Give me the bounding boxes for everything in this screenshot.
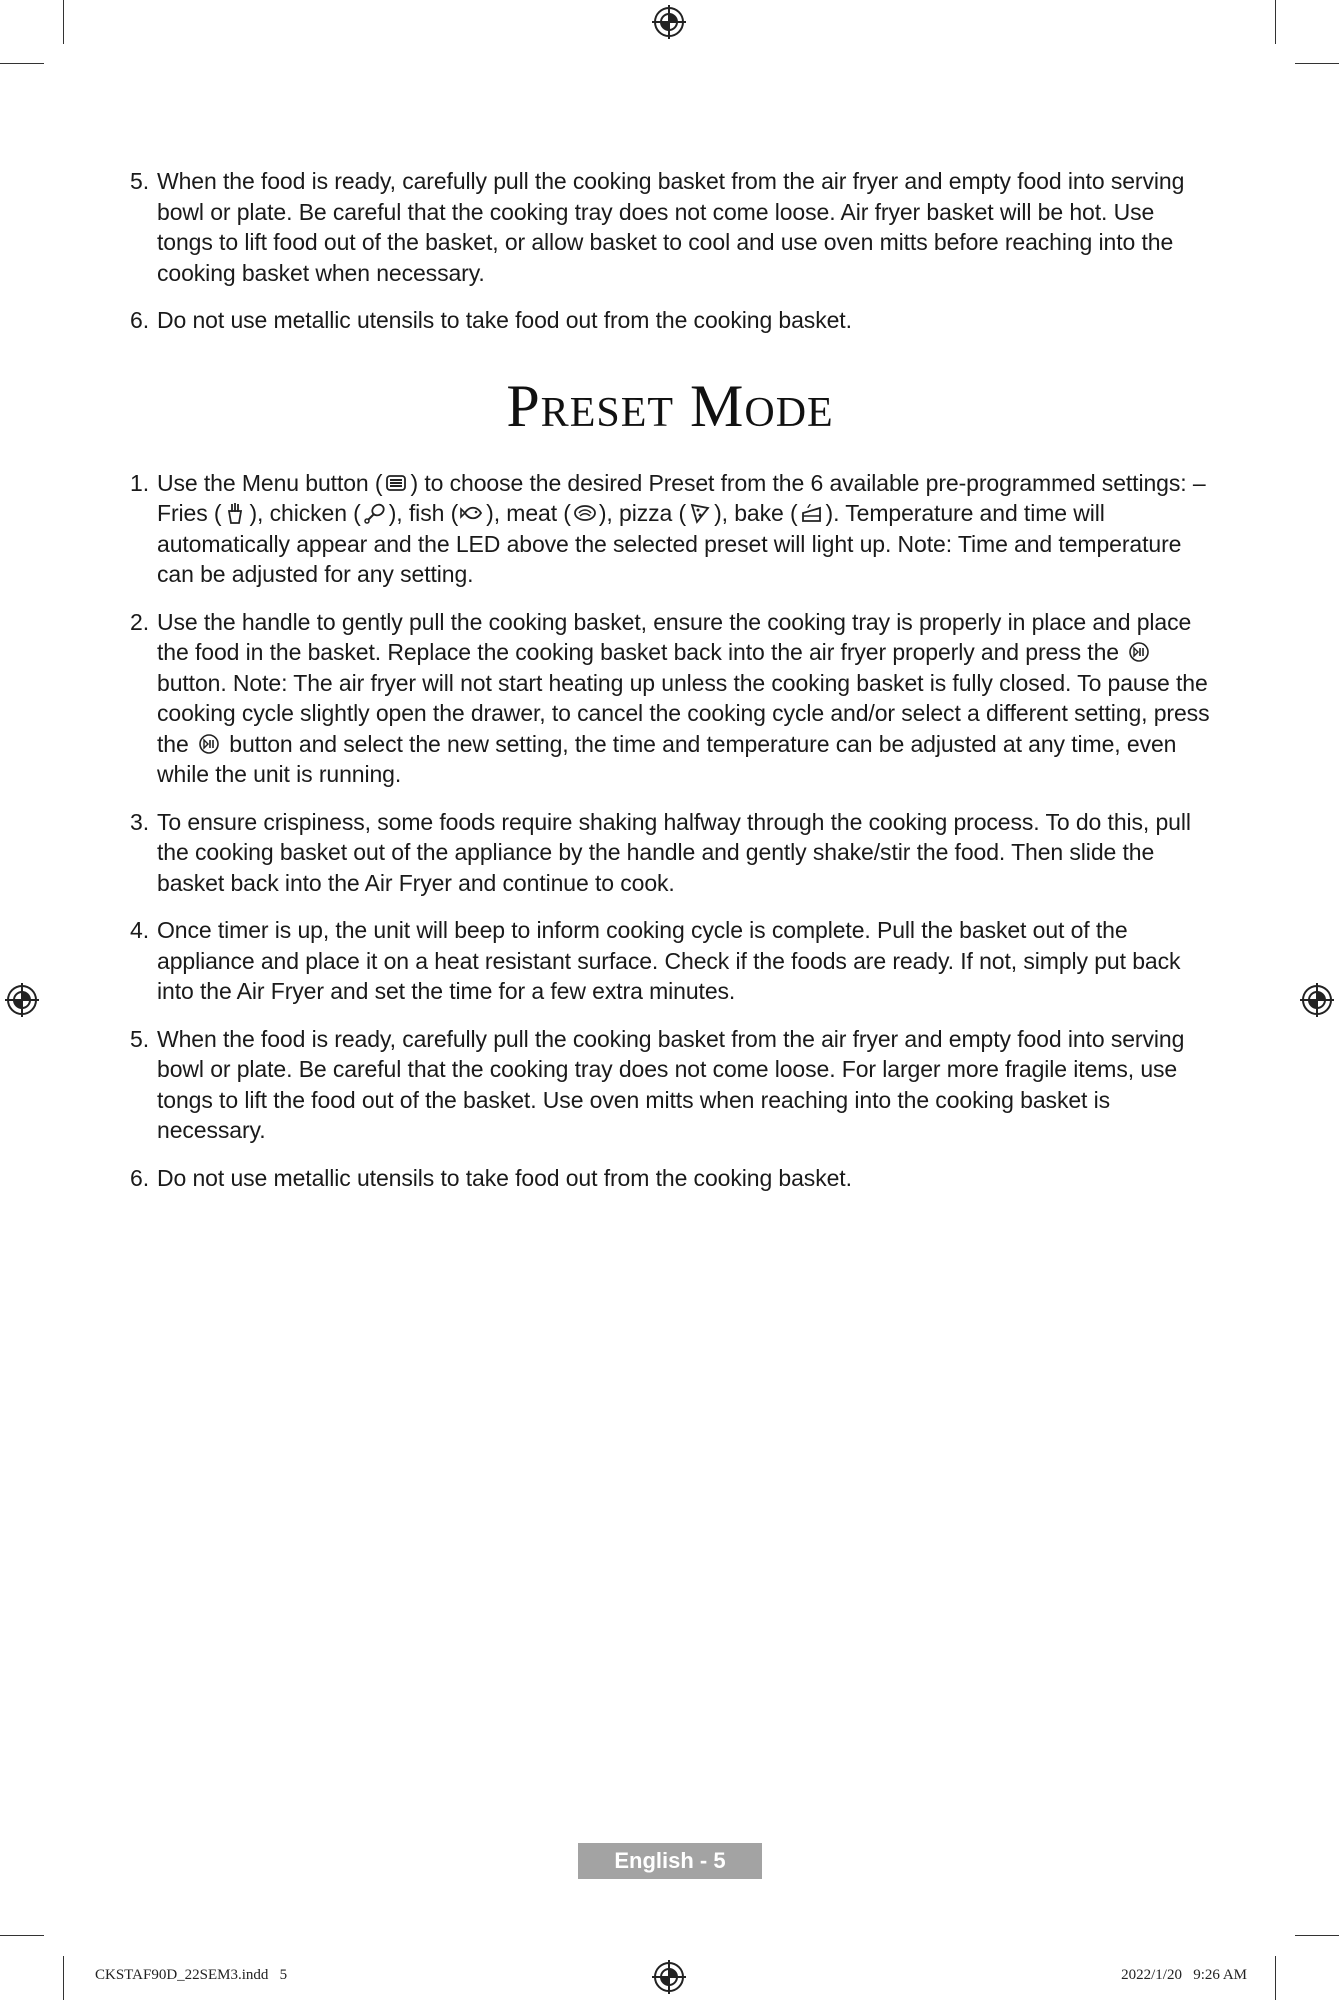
bake-icon <box>800 502 824 524</box>
crop-mark <box>63 1956 64 2000</box>
item-number: 5. <box>130 168 149 194</box>
start-stop-icon <box>1127 641 1151 663</box>
registration-mark-icon <box>652 1960 686 1994</box>
list-item <box>130 1024 1210 1146</box>
item-text: Do not use metallic utensils to take food out from the cooking basket. <box>157 1164 852 1191</box>
list-item <box>130 915 1210 1007</box>
preset-mode-list <box>130 468 1210 1194</box>
list-item <box>130 166 1210 288</box>
page-number-tab: English - 5 <box>578 1843 762 1879</box>
instruction-list-top <box>130 166 1210 336</box>
item-text: ), pizza ( <box>598 500 687 526</box>
item-number: 3. <box>130 808 149 835</box>
crop-mark <box>1275 1956 1276 2000</box>
start-stop-icon <box>197 733 221 755</box>
fries-icon <box>223 502 247 524</box>
item-text: ) to choose the desired Preset from the 6 available pre-programmed settings: – Fries ( <box>157 469 1206 526</box>
page-content <box>130 166 1210 1210</box>
item-number: 1. <box>130 469 149 496</box>
crop-mark <box>63 0 64 44</box>
item-text: Do not use metallic utensils to take food out from the cooking basket. <box>157 307 852 333</box>
crop-mark <box>1295 63 1339 64</box>
item-text: ). Temperature and time will automatically appear and the LED above the selected preset will light up. Note: Time and temperature can be adjusted for any setting. <box>157 500 1182 587</box>
section-heading: Preset Mode <box>506 372 834 439</box>
crop-mark <box>0 63 44 64</box>
item-text: To ensure crispiness, some foods require shaking halfway through the cooking process. To do this, pull the cooking basket out of the appliance by the handle and gently shake/stir the food. Then slide the basket back into the Air Fryer and continue to cook. <box>157 808 1191 896</box>
meat-icon <box>573 502 597 524</box>
item-text: button. Note: The air fryer will not start heating up unless the cooking basket is fully closed. To pause the cooking cycle slightly open the drawer, to cancel the cooking cycle and/or select a different setting, press the <box>157 669 1210 757</box>
list-item <box>130 807 1210 899</box>
list-item <box>130 468 1210 590</box>
item-number: 5. <box>130 1025 149 1052</box>
item-number: 4. <box>130 917 149 943</box>
print-timestamp: 2022/1/20 9:26 AM <box>1121 1967 1247 1983</box>
list-item <box>130 1163 1210 1194</box>
item-number: 6. <box>130 1164 149 1191</box>
crop-mark <box>1275 0 1276 44</box>
item-text: ), fish ( <box>388 500 459 526</box>
chicken-icon <box>363 502 387 524</box>
item-text: ), meat ( <box>486 500 571 526</box>
fish-icon <box>460 502 484 524</box>
menu-icon <box>384 472 408 494</box>
registration-mark-icon <box>1300 983 1334 1017</box>
file-slug: CKSTAF90D_22SEM3.indd 5 <box>95 1967 288 1983</box>
crop-mark <box>1295 1935 1339 1936</box>
item-text: Use the handle to gently pull the cooking basket, ensure the cooking tray is properly in place and place the food in the basket. Replace the cooking basket back into the air fryer properly and press the <box>157 608 1192 665</box>
item-text: When the food is ready, carefully pull the cooking basket from the air fryer and empty food into serving bowl or plate. Be careful that the cooking tray does not come loose. Air fryer basket will be hot. Use tongs to lift food out of the basket, or allow basket to cool and use oven mitts before reaching into the cooking basket when necessary. <box>157 168 1185 286</box>
item-text: button and select the new setting, the time and temperature can be adjusted at any time, even while the unit is running. <box>157 730 1177 787</box>
item-text: ), bake ( <box>714 500 798 526</box>
item-number: 2. <box>130 608 149 635</box>
registration-mark-icon <box>5 983 39 1017</box>
crop-mark <box>0 1935 44 1936</box>
registration-mark-icon <box>652 5 686 39</box>
item-text: When the food is ready, carefully pull the cooking basket from the air fryer and empty food into serving bowl or plate. Be careful that the cooking tray does not come loose. For larger more fragile items, use tongs to lift the food out of the basket. Use oven mitts when reaching into the cooking basket is necessary. <box>157 1025 1185 1143</box>
list-item <box>130 305 1210 336</box>
item-text: Once timer is up, the unit will beep to inform cooking cycle is complete. Pull the basket out of the appliance and place it on a heat resistant surface. Check if the foods are ready. If not, simply put back into the Air Fryer and set the time for a few extra minutes. <box>157 917 1181 1004</box>
list-item <box>130 607 1210 790</box>
pizza-icon <box>688 502 712 524</box>
item-number: 6. <box>130 307 149 333</box>
item-text: ), chicken ( <box>249 500 361 526</box>
item-text: Use the Menu button ( <box>157 469 383 496</box>
